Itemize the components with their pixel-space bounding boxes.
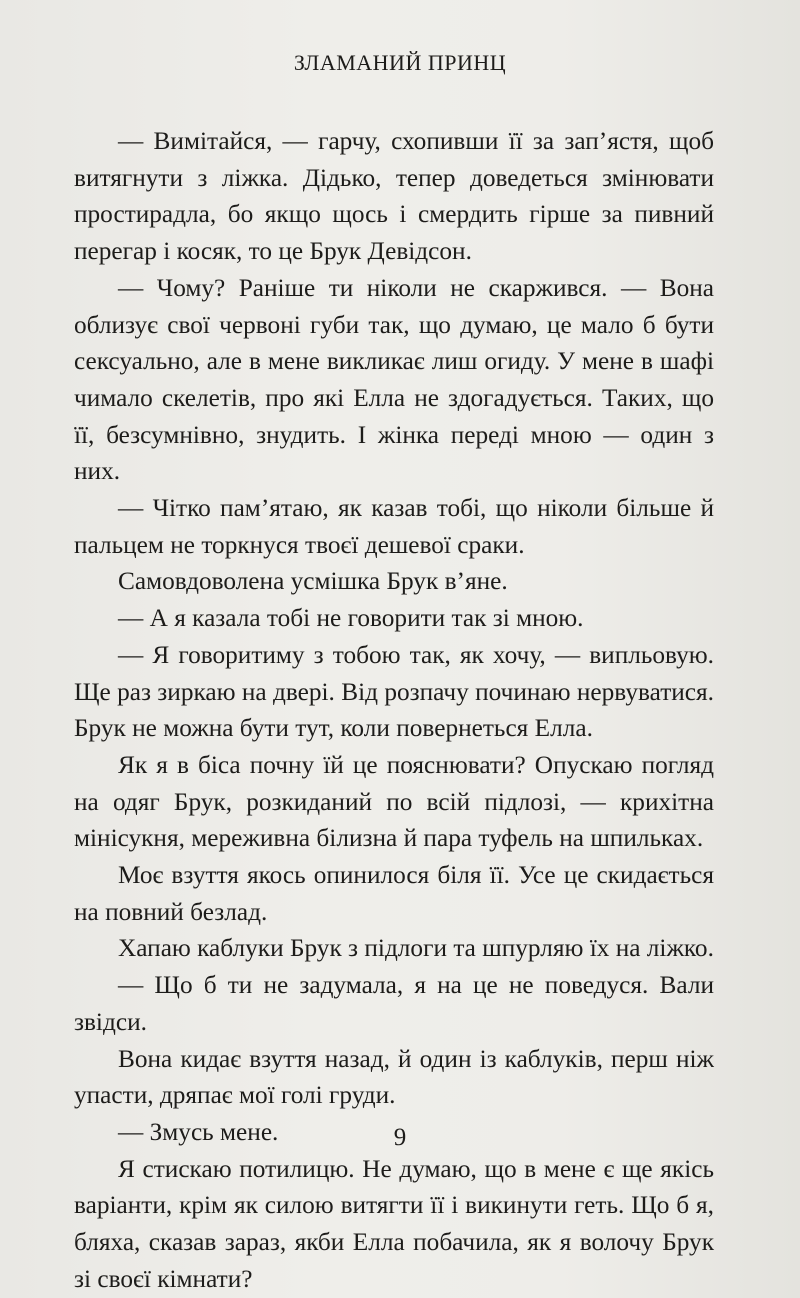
paragraph: — Чітко пам’ятаю, як казав тобі, що ніколи більше й пальцем не торкнуся твоєї дешевої сраки.	[74, 494, 714, 559]
running-header: ЗЛАМАНИЙ ПРИНЦ	[293, 50, 507, 75]
paragraph: — А я казала тобі не говорити так зі мною.	[118, 604, 584, 633]
paragraph: Як я в біса почну їй це пояснювати? Опускаю погляд на одяг Брук, розкиданий по всій підлозі, — крихітна мінісукня, мереживна білизна й пара туфель на шпильках.	[74, 750, 714, 853]
paragraph: Вона кидає взуття назад, й один із каблуків, перш ніж упасти, дряпає мої голі груди.	[74, 1044, 714, 1110]
paragraph: — Я говоритиму з тобою так, як хочу, — випльовую. Ще раз зиркаю на двері. Від розпачу починаю нервуватися. Брук не можна бути тут, коли повернеться Елла.	[74, 640, 714, 743]
paragraph: Самовдоволена усмішка Брук в’яне.	[118, 567, 508, 596]
paragraph: — Змусь мене.	[118, 1117, 279, 1146]
paragraph: Я стискаю потилицю. Не думаю, що в мене є ще якісь варіанти, крім як силою витягти її і викинути геть. Що б я, бляха, сказав зараз, якби Елла побачила, як я волочу Брук зі своєї кімнати?	[74, 1154, 714, 1293]
page-number: 9	[393, 1124, 407, 1151]
paragraph: — Вимітайся, — гарчу, схопивши її за зап’ястя, щоб витягнути з ліжка. Дідько, тепер доведеться змінювати простирадла, бо якщо щось і смердить гірше за пивний перегар і косяк, то це Брук Девідсон.	[74, 127, 714, 266]
paragraph: Моє взуття якось опинилося біля її. Усе це скидається на повний безлад.	[74, 861, 714, 926]
paragraph: Хапаю каблуки Брук з підлоги та шпурляю їх на ліжко.	[118, 934, 714, 963]
paragraph: — Чому? Раніше ти ніколи не скаржився. — Вона облизує свої червоні губи так, що думаю, це мало б бути сексуально, але в мене викликає лиш огиду. У мене в шафі чимало скелетів, про які Елла не здогадується. Таких, що її, безсумнівно, знудить. І жінка переді мною — один з них.	[74, 273, 714, 486]
paragraph: — Що б ти не задумала, я на це не поведуся. Вали звідси.	[74, 971, 714, 1036]
body-text	[74, 123, 714, 1298]
